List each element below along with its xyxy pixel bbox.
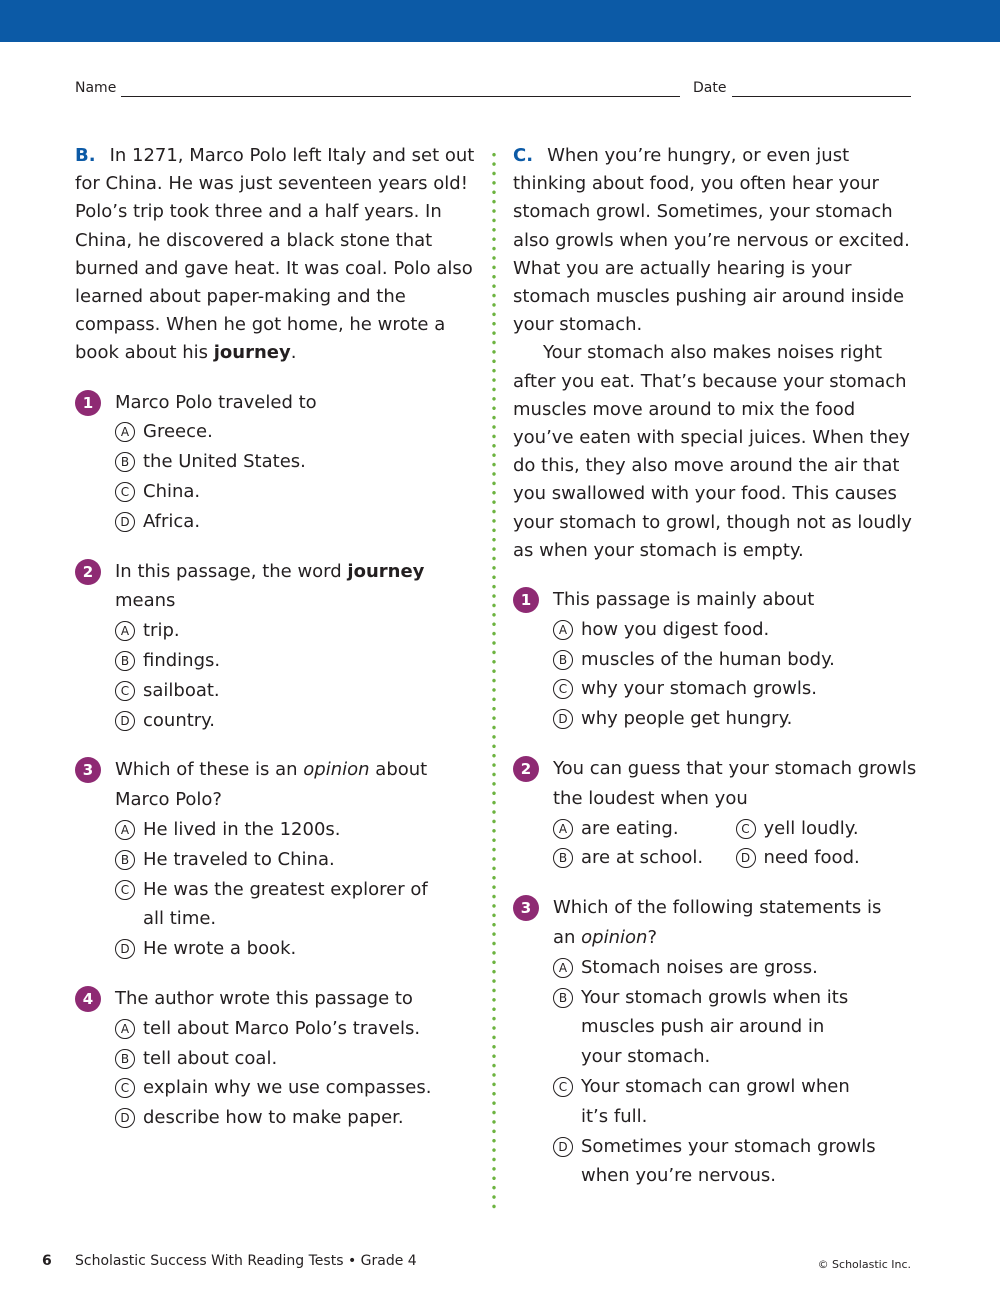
option-text: explain why we use compasses. bbox=[143, 1077, 432, 1099]
option-text: why your stomach growls. bbox=[581, 678, 818, 700]
questions-b bbox=[75, 388, 475, 1133]
answer-option[interactable] bbox=[553, 983, 863, 1072]
answer-option[interactable] bbox=[553, 645, 918, 675]
option-text: Your stomach growls when its muscles push air around in your stomach. bbox=[581, 986, 849, 1068]
answer-option[interactable] bbox=[553, 615, 918, 645]
column-divider bbox=[492, 150, 496, 1210]
question-stem bbox=[115, 557, 475, 617]
answer-option[interactable] bbox=[115, 1044, 475, 1074]
question-number-badge: 1 bbox=[513, 587, 539, 613]
question-1 bbox=[513, 585, 918, 734]
italic-word: opinion bbox=[581, 927, 648, 949]
answer-option[interactable] bbox=[115, 1103, 475, 1133]
answer-bubble[interactable]: D bbox=[115, 711, 135, 731]
answer-bubble[interactable]: D bbox=[115, 939, 135, 959]
stem-text: about Marco Polo? bbox=[115, 759, 428, 811]
answer-bubble[interactable]: A bbox=[115, 422, 135, 442]
answer-option[interactable] bbox=[115, 845, 475, 875]
answer-bubble[interactable]: C bbox=[553, 679, 573, 699]
book-title: Scholastic Success With Reading Tests • Grade 4 bbox=[75, 1253, 417, 1269]
answer-option[interactable] bbox=[115, 875, 435, 935]
answer-bubble[interactable]: A bbox=[115, 1019, 135, 1039]
option-text: Sometimes your stomach growls when you’re nervous. bbox=[581, 1135, 876, 1187]
answer-bubble[interactable]: B bbox=[115, 850, 135, 870]
option-text: need food. bbox=[763, 847, 860, 869]
answer-option[interactable] bbox=[115, 1014, 475, 1044]
question-number-badge: 4 bbox=[75, 986, 101, 1012]
answer-bubble[interactable]: B bbox=[115, 452, 135, 472]
date-field[interactable] bbox=[732, 96, 911, 97]
option-text: He wrote a book. bbox=[143, 938, 297, 960]
passage-letter: C. bbox=[513, 145, 534, 166]
bold-word: journey bbox=[213, 342, 291, 364]
passage-text: Your stomach also makes noises right after you eat. That’s because your stomach muscles move around to mix the food you’ve eaten with special juices. When they do this, they also move around the air that you swallowed with your food. This causes your stomach to growl, though not as loudly as when your stomach is empty. bbox=[513, 342, 912, 561]
stem-text: In this passage, the word bbox=[115, 560, 348, 582]
answer-option[interactable] bbox=[115, 616, 475, 646]
answer-bubble[interactable]: D bbox=[553, 709, 573, 729]
passage-c-para-1 bbox=[513, 142, 918, 339]
option-text: are eating. bbox=[581, 817, 679, 839]
question-4 bbox=[75, 984, 475, 1133]
answer-option[interactable] bbox=[553, 843, 736, 873]
answer-option[interactable] bbox=[115, 1073, 475, 1103]
answer-bubble[interactable]: C bbox=[115, 880, 135, 900]
left-column bbox=[75, 142, 475, 1133]
top-color-bar bbox=[0, 0, 1000, 42]
question-number-badge: 2 bbox=[513, 756, 539, 782]
option-text: Your stomach can growl when it’s full. bbox=[581, 1076, 850, 1127]
question-3 bbox=[513, 893, 918, 1191]
option-text: the United States. bbox=[143, 451, 306, 473]
answer-bubble[interactable]: C bbox=[115, 482, 135, 502]
answer-option[interactable] bbox=[553, 1132, 883, 1192]
italic-word: opinion bbox=[303, 759, 370, 781]
answer-option[interactable] bbox=[553, 674, 918, 704]
stem-text: Which of these is an bbox=[115, 759, 304, 781]
name-field[interactable] bbox=[121, 96, 680, 97]
passage-c-para-2 bbox=[513, 339, 918, 565]
option-text: tell about coal. bbox=[143, 1047, 278, 1069]
stem-text: means bbox=[115, 590, 176, 612]
option-text: Greece. bbox=[143, 421, 213, 443]
answer-option[interactable] bbox=[553, 704, 918, 734]
answer-bubble[interactable]: D bbox=[736, 848, 756, 868]
passage-b bbox=[75, 142, 475, 368]
option-text: Stomach noises are gross. bbox=[581, 956, 818, 978]
question-stem bbox=[115, 755, 435, 815]
answer-option[interactable] bbox=[736, 814, 919, 844]
answer-bubble[interactable]: C bbox=[553, 1077, 573, 1097]
answer-option[interactable] bbox=[115, 507, 475, 537]
passage-letter: B. bbox=[75, 145, 96, 166]
option-text: He traveled to China. bbox=[143, 848, 335, 870]
page-number: 6 bbox=[42, 1253, 52, 1269]
option-text: He was the greatest explorer of all time. bbox=[143, 878, 428, 930]
answer-bubble[interactable]: B bbox=[553, 848, 573, 868]
right-column bbox=[513, 142, 918, 1191]
option-row bbox=[553, 843, 918, 873]
question-stem: The author wrote this passage to bbox=[115, 987, 413, 1009]
answer-bubble[interactable]: A bbox=[553, 958, 573, 978]
question-number-badge: 2 bbox=[75, 559, 101, 585]
question-number-badge: 3 bbox=[75, 757, 101, 783]
answer-option[interactable] bbox=[115, 815, 475, 845]
answer-option[interactable] bbox=[115, 447, 475, 477]
answer-bubble[interactable]: A bbox=[115, 820, 135, 840]
question-number-badge: 1 bbox=[75, 390, 101, 416]
question-stem: You can guess that your stomach growls the loudest when you bbox=[553, 758, 917, 809]
answer-option[interactable] bbox=[115, 477, 475, 507]
stem-text: Which of the following statements is an bbox=[553, 897, 882, 949]
answer-option[interactable] bbox=[115, 646, 475, 676]
answer-option[interactable] bbox=[115, 676, 475, 706]
answer-bubble[interactable]: B bbox=[115, 651, 135, 671]
answer-option[interactable] bbox=[553, 814, 736, 844]
option-text: tell about Marco Polo’s travels. bbox=[143, 1017, 421, 1039]
answer-bubble[interactable]: B bbox=[115, 1049, 135, 1069]
option-text: yell loudly. bbox=[763, 817, 859, 839]
answer-option[interactable] bbox=[115, 934, 475, 964]
questions-c bbox=[513, 585, 918, 1191]
answer-option[interactable] bbox=[553, 953, 918, 983]
passage-text-end: . bbox=[290, 342, 297, 364]
option-text: muscles of the human body. bbox=[581, 648, 835, 670]
question-stem bbox=[553, 893, 883, 953]
option-text: Africa. bbox=[143, 510, 201, 532]
option-text: He lived in the 1200s. bbox=[143, 818, 341, 840]
option-text: trip. bbox=[143, 620, 180, 642]
passage-text: When you’re hungry, or even just thinking about food, you often hear your stomach growl. Sometimes, your stomach also growls when you’re nervous or excited. What you are actually hearing is your stomach muscles pushing air around inside your stomach. bbox=[513, 145, 910, 336]
option-text: findings. bbox=[143, 650, 221, 671]
answer-option[interactable] bbox=[115, 706, 475, 736]
question-stem: This passage is mainly about bbox=[553, 589, 815, 611]
bold-word: journey bbox=[347, 560, 425, 582]
question-stem: Marco Polo traveled to bbox=[115, 391, 317, 413]
option-text: why people get hungry. bbox=[581, 708, 793, 730]
date-label: Date bbox=[693, 80, 727, 96]
question-2 bbox=[75, 557, 475, 736]
answer-bubble[interactable]: D bbox=[115, 1108, 135, 1128]
answer-bubble[interactable]: C bbox=[736, 819, 756, 839]
option-row bbox=[553, 814, 918, 844]
name-label: Name bbox=[75, 80, 117, 96]
stem-text: ? bbox=[647, 927, 658, 949]
option-text: describe how to make paper. bbox=[143, 1107, 404, 1129]
copyright: © Scholastic Inc. bbox=[817, 1258, 911, 1271]
answer-bubble[interactable]: D bbox=[115, 512, 135, 532]
option-text: how you digest food. bbox=[581, 618, 770, 640]
answer-option[interactable] bbox=[553, 1072, 863, 1132]
question-2 bbox=[513, 754, 918, 873]
question-number-badge: 3 bbox=[513, 895, 539, 921]
option-text: are at school. bbox=[581, 847, 704, 869]
answer-bubble[interactable]: C bbox=[115, 1078, 135, 1098]
answer-bubble[interactable]: A bbox=[115, 621, 135, 641]
answer-option[interactable] bbox=[736, 843, 919, 873]
answer-bubble[interactable]: D bbox=[553, 1137, 573, 1157]
option-text: China. bbox=[143, 481, 201, 503]
answer-option[interactable] bbox=[115, 417, 475, 447]
answer-bubble[interactable]: A bbox=[553, 620, 573, 640]
option-text: country. bbox=[143, 709, 215, 731]
option-text: sailboat. bbox=[143, 679, 220, 701]
answer-bubble[interactable]: B bbox=[553, 650, 573, 670]
question-3 bbox=[75, 755, 475, 964]
passage-text: In 1271, Marco Polo left Italy and set out for China. He was just seventeen years old! Polo’s trip took three and a half years. In China, he discovered a black stone that burned and gave heat. It was coal. Polo also learned about paper-making and the compass. When he got home, he wrote a book about his bbox=[75, 145, 475, 364]
answer-bubble[interactable]: B bbox=[553, 988, 573, 1008]
question-1 bbox=[75, 388, 475, 537]
answer-bubble[interactable]: A bbox=[553, 819, 573, 839]
answer-bubble[interactable]: C bbox=[115, 681, 135, 701]
